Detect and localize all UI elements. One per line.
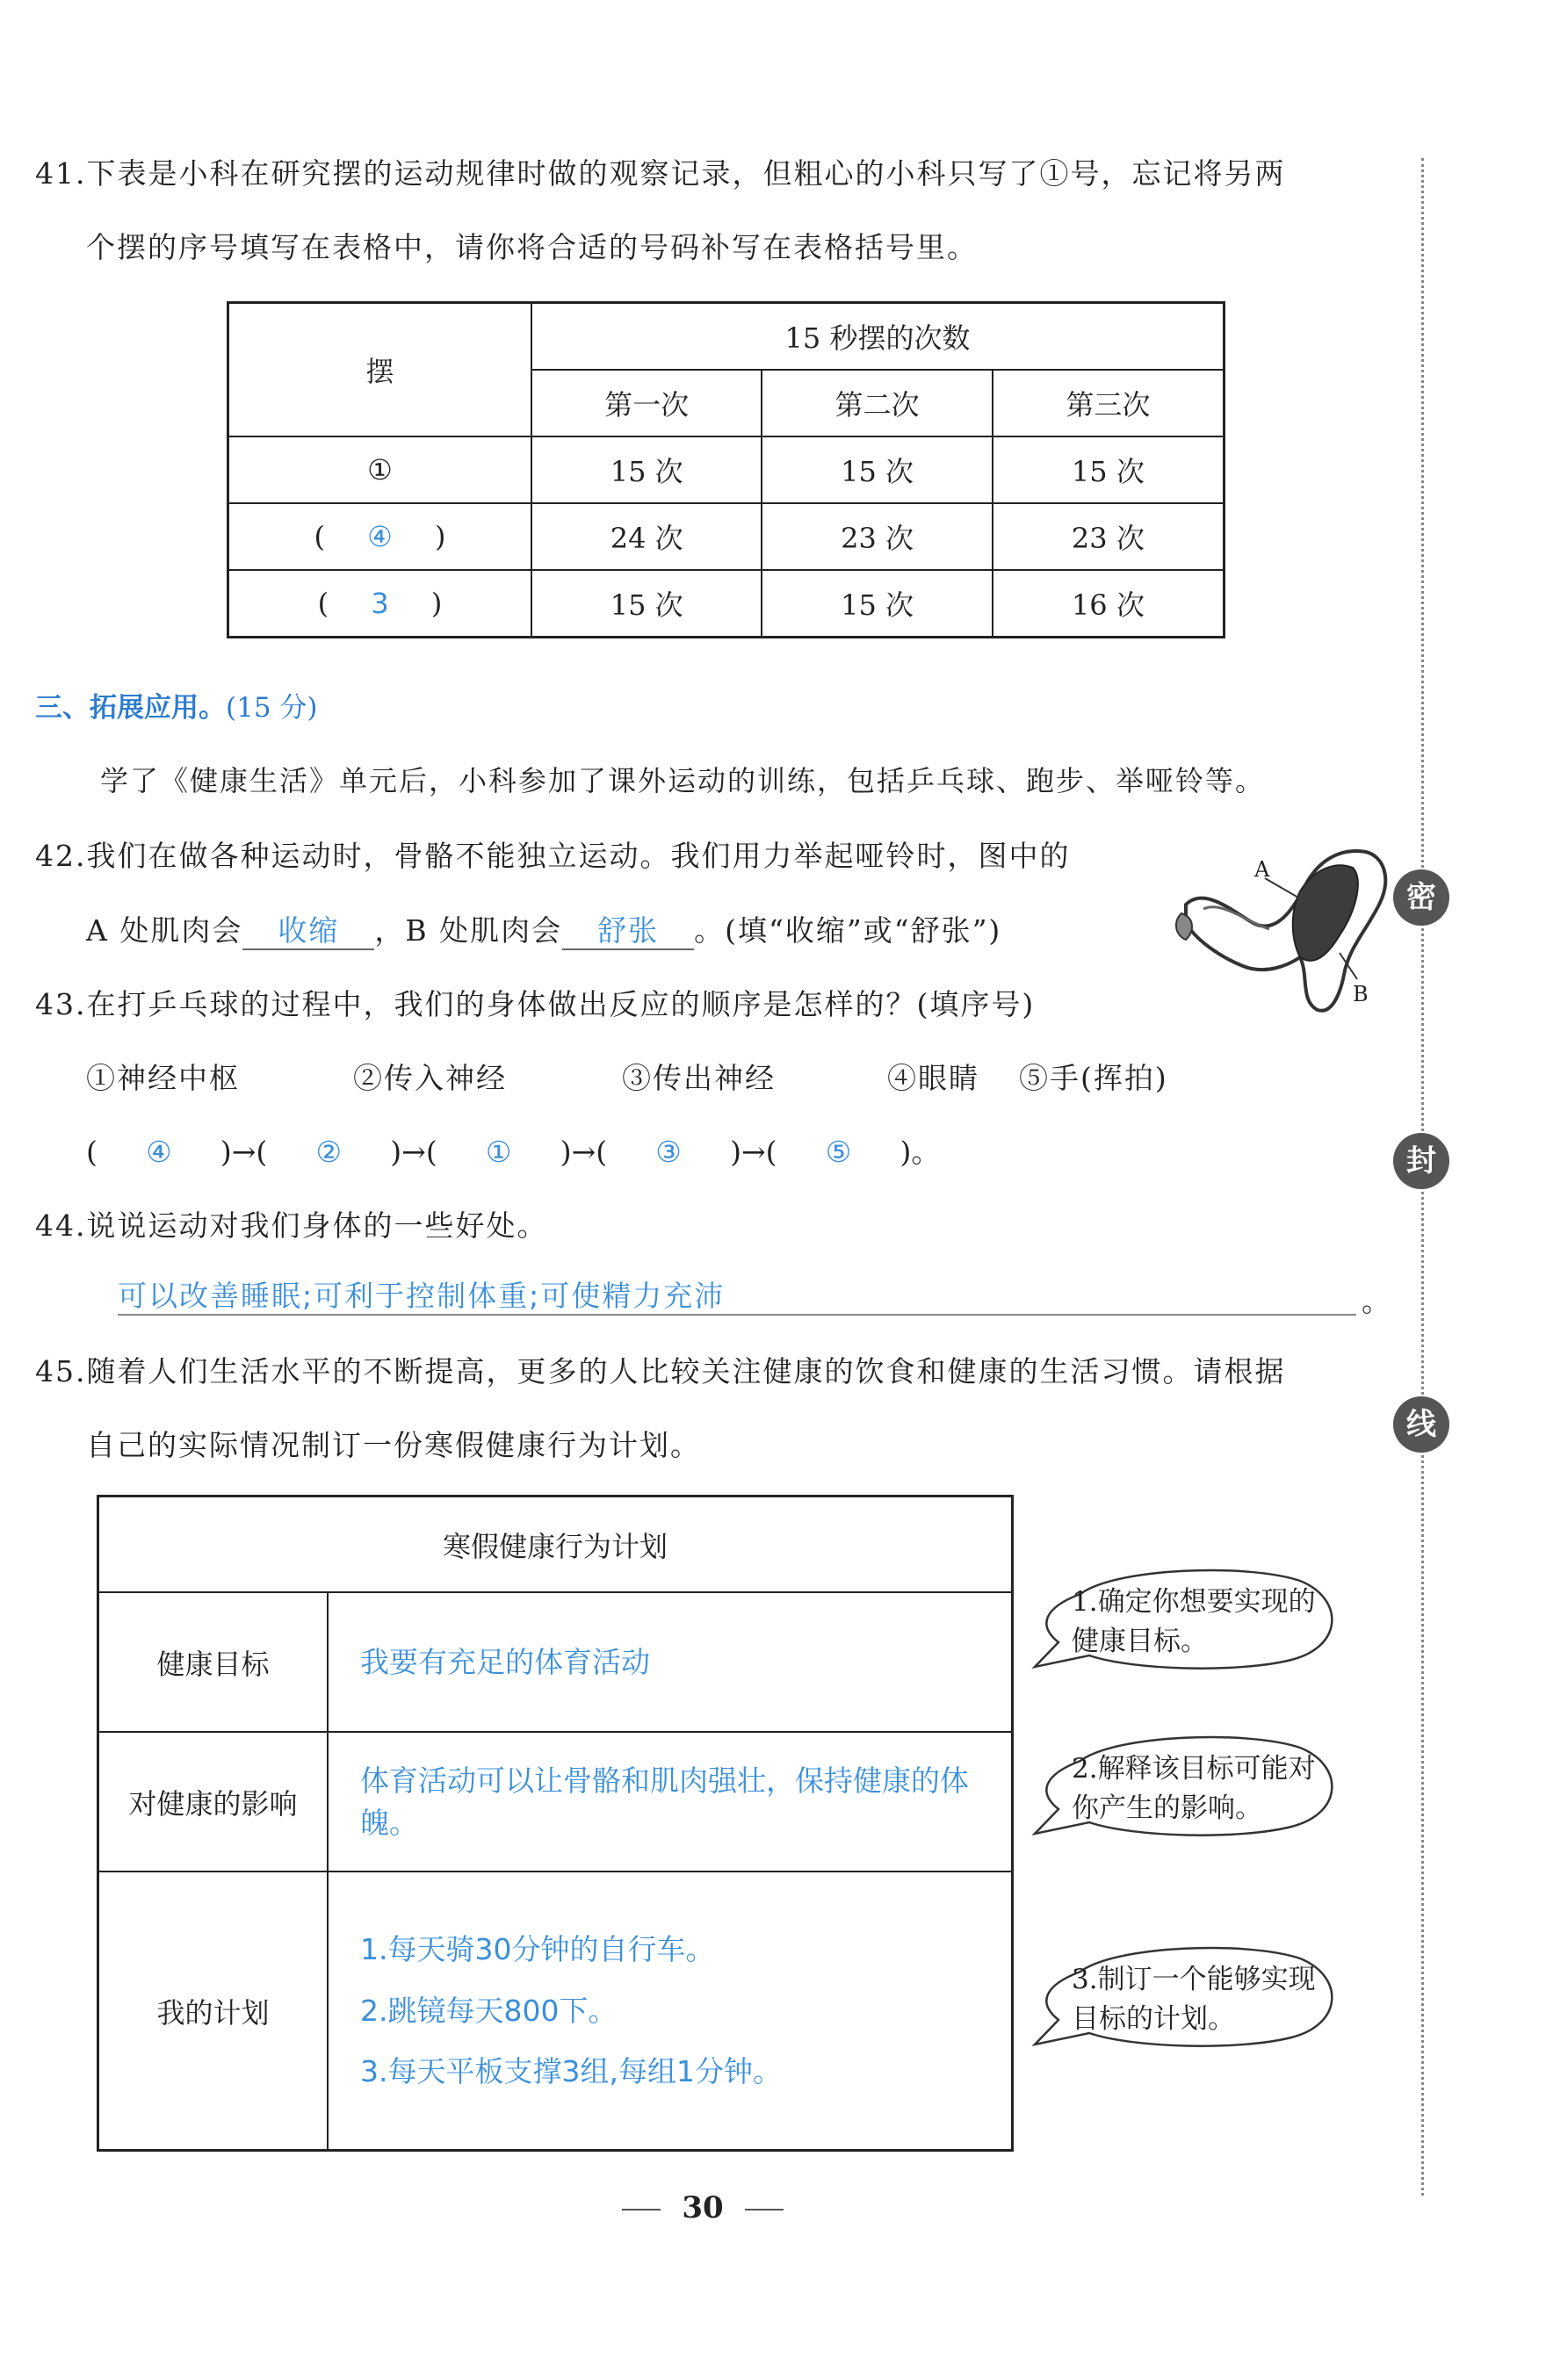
pendulum-id-cell	[228, 570, 532, 638]
count-cell: 15 次	[762, 570, 992, 638]
plan-answer	[328, 1872, 1013, 2151]
q44-period: 。	[1362, 1284, 1392, 1318]
pendulum-answer: 3	[371, 587, 389, 620]
q42-suffix: 。(填“收缩”或“舒张”)	[694, 913, 1002, 948]
q45-text-line2: 自己的实际情况制订一份寒假健康行为计划。	[86, 1428, 701, 1462]
section-title: 三、拓展应用。	[35, 692, 226, 724]
pendulum-table	[227, 301, 1225, 638]
trial-header-2: 第二次	[762, 370, 992, 436]
count-cell: 23 次	[993, 503, 1225, 570]
q43-option-1: ①神经中枢	[86, 1061, 240, 1095]
divider	[622, 2209, 661, 2211]
goal-answer: 我要有充足的体育活动	[328, 1592, 1013, 1732]
paren-open: (	[317, 587, 329, 620]
paren-close: )	[730, 1135, 741, 1169]
q42-mid: ，B 处肌肉会	[374, 913, 563, 948]
q43-answer-2: ②	[315, 1135, 343, 1169]
q43-answer-5: ⑤	[825, 1135, 852, 1169]
swing-count-header: 15 秒摆的次数	[531, 303, 1225, 371]
q42-answer-a: 收缩	[242, 913, 374, 950]
q42-text-line1: 42.我们在做各种运动时，骨骼不能独立运动。我们用力举起哑铃时，图中的	[35, 839, 1071, 873]
impact-answer: 体育活动可以让骨骼和肌肉强壮，保持健康的体魄。	[328, 1732, 1013, 1872]
paren-open: (	[425, 1135, 437, 1169]
paren-close: )	[899, 1135, 912, 1169]
arrow: →	[401, 1135, 426, 1169]
paren-open: (	[596, 1135, 608, 1169]
hint-bubble-3	[1028, 1941, 1344, 2046]
hint-text-2: 2.解释该目标可能对你产生的影响。	[1072, 1753, 1316, 1824]
q42-answer-b: 舒张	[562, 913, 694, 950]
q43-answer-3: ①	[485, 1135, 512, 1169]
trial-header-3: 第三次	[993, 370, 1225, 436]
plan-table-title: 寒假健康行为计划	[98, 1497, 1013, 1593]
paren-close: )	[560, 1135, 572, 1169]
hint-bubble-2	[1028, 1730, 1344, 1835]
count-cell: 24 次	[531, 503, 762, 570]
impact-label: 对健康的影响	[98, 1732, 329, 1872]
arrow: →	[740, 1135, 766, 1169]
plan-item: 1.每天骑30分钟的自行车。	[360, 1931, 715, 1966]
q43-option-5: ⑤手(挥拍)	[1019, 1061, 1168, 1095]
table-row	[228, 570, 1225, 638]
paren-close: )	[430, 587, 443, 620]
plan-item: 3.每天平板支撑3组,每组1分钟。	[360, 2054, 782, 2089]
count-cell: 15 次	[993, 436, 1225, 503]
seal-feng: 封	[1393, 1133, 1449, 1189]
paren-open: (	[765, 1135, 777, 1169]
arrow: →	[571, 1135, 596, 1169]
count-cell: 16 次	[993, 570, 1225, 638]
seal-mi: 密	[1393, 869, 1449, 926]
q42-prefix: A 处肌肉会	[86, 913, 243, 948]
count-cell: 15 次	[762, 436, 992, 503]
seal-xian: 线	[1393, 1396, 1449, 1453]
period: 。	[911, 1135, 941, 1169]
table-row	[228, 436, 1225, 503]
paren-open: (	[314, 520, 325, 553]
section-points: (15 分)	[226, 692, 318, 724]
q43-option-3: ③传出神经	[622, 1061, 776, 1095]
q44-answer-line	[118, 1279, 1356, 1316]
paren-close: )	[435, 520, 446, 553]
hint-text-3: 3.制订一个能够实现目标的计划。	[1072, 1964, 1316, 2035]
q43-question: 43.在打乒乓球的过程中，我们的身体做出反应的顺序是怎样的？(填序号)	[35, 987, 1036, 1021]
section-heading	[35, 685, 318, 725]
count-cell: 23 次	[762, 503, 992, 570]
q44-question: 44.说说运动对我们身体的一些好处。	[35, 1208, 548, 1243]
q44-answer: 可以改善睡眠;可利于控制体重;可使精力充沛	[118, 1279, 726, 1313]
plan-label: 我的计划	[98, 1872, 329, 2151]
figure-label-b: B	[1353, 982, 1369, 1006]
trial-header-1: 第一次	[531, 370, 762, 436]
page-number-value: 30	[682, 2190, 724, 2225]
page-number	[0, 2190, 1405, 2225]
q41-text-line2: 个摆的序号填写在表格中，请你将合适的号码补写在表格括号里。	[86, 230, 978, 264]
q43-option-4: ④眼睛	[887, 1061, 979, 1095]
q43-answer-sequence	[86, 1135, 940, 1170]
count-cell: 15 次	[531, 570, 762, 638]
q43-option-2: ②传入神经	[353, 1061, 507, 1095]
q45-text-line1: 45.随着人们生活水平的不断提高，更多的人比较关注健康的饮食和健康的生活习惯。请根据	[35, 1354, 1286, 1388]
health-plan-table	[97, 1495, 1014, 2152]
q42-text-line2	[86, 913, 1001, 950]
table-row	[228, 503, 1225, 570]
q43-answer-1: ④	[146, 1135, 172, 1169]
divider	[745, 2209, 784, 2211]
hint-text-1: 1.确定你想要实现的健康目标。	[1072, 1586, 1316, 1657]
paren-open: (	[86, 1135, 98, 1169]
pendulum-id-cell	[228, 503, 532, 570]
goal-label: 健康目标	[98, 1592, 329, 1732]
arrow: →	[231, 1135, 256, 1169]
pendulum-answer: ④	[367, 520, 393, 553]
paren-close: )	[390, 1135, 402, 1169]
section-intro: 学了《健康生活》单元后，小科参加了课外运动的训练，包括乒乓球、跑步、举哑铃等。	[100, 764, 1266, 797]
paren-close: )	[220, 1135, 232, 1169]
count-cell: 15 次	[531, 436, 762, 503]
q43-answer-4: ③	[655, 1135, 682, 1169]
figure-label-a: A	[1254, 857, 1270, 882]
arm-muscle-figure	[1168, 826, 1405, 1028]
q41-text-line1: 41.下表是小科在研究摆的运动规律时做的观察记录，但粗心的小科只写了①号，忘记将另两	[35, 156, 1286, 191]
plan-item: 2.跳镜每天800下。	[360, 1993, 618, 2028]
paren-open: (	[256, 1135, 268, 1169]
pendulum-col-header: 摆	[228, 303, 532, 437]
pendulum-id: ①	[228, 436, 532, 503]
hint-bubble-1	[1028, 1563, 1344, 1669]
